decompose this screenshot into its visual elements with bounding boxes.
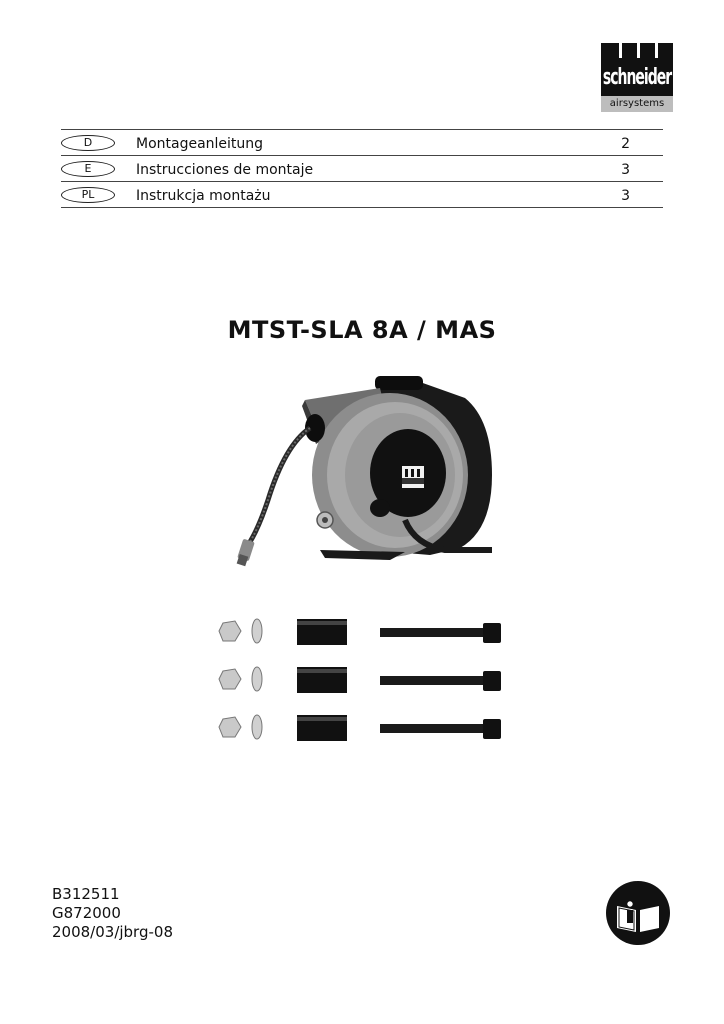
logo-subtitle: airsystems <box>609 98 665 109</box>
language-index <box>61 129 663 208</box>
document-code-b: B312511 <box>52 885 120 903</box>
toc-page-es: 3 <box>621 162 630 178</box>
toc-row-de[interactable] <box>61 130 663 156</box>
document-date: 2008/03/jbrg-08 <box>52 923 173 941</box>
logo-brand: schneider <box>602 65 672 91</box>
mounting-kit-row-2 <box>219 667 501 693</box>
language-badge-de: D <box>61 135 115 151</box>
document-codes <box>52 885 173 942</box>
document-code-g: G872000 <box>52 904 121 922</box>
toc-title-pl: Instrukcja montażu <box>136 188 271 204</box>
toc-row-es[interactable] <box>61 156 663 182</box>
product-title: MTST-SLA 8A / MAS <box>227 316 497 344</box>
toc-page-de: 2 <box>621 136 630 152</box>
toc-row-pl[interactable] <box>61 182 663 208</box>
language-badge-es: E <box>61 161 115 177</box>
mounting-kit-row-3 <box>219 715 501 741</box>
toc-title-es: Instrucciones de montaje <box>136 162 314 178</box>
toc-title-de: Montageanleitung <box>136 136 264 152</box>
read-manual-info-icon <box>605 880 671 946</box>
toc-page-pl: 3 <box>621 188 630 204</box>
mounting-kit-row-1 <box>219 619 501 645</box>
mounting-kit-photo <box>215 615 510 750</box>
language-badge-pl: PL <box>61 187 115 203</box>
hose-reel-photo <box>230 370 500 570</box>
schneider-airsystems-logo <box>601 43 673 112</box>
